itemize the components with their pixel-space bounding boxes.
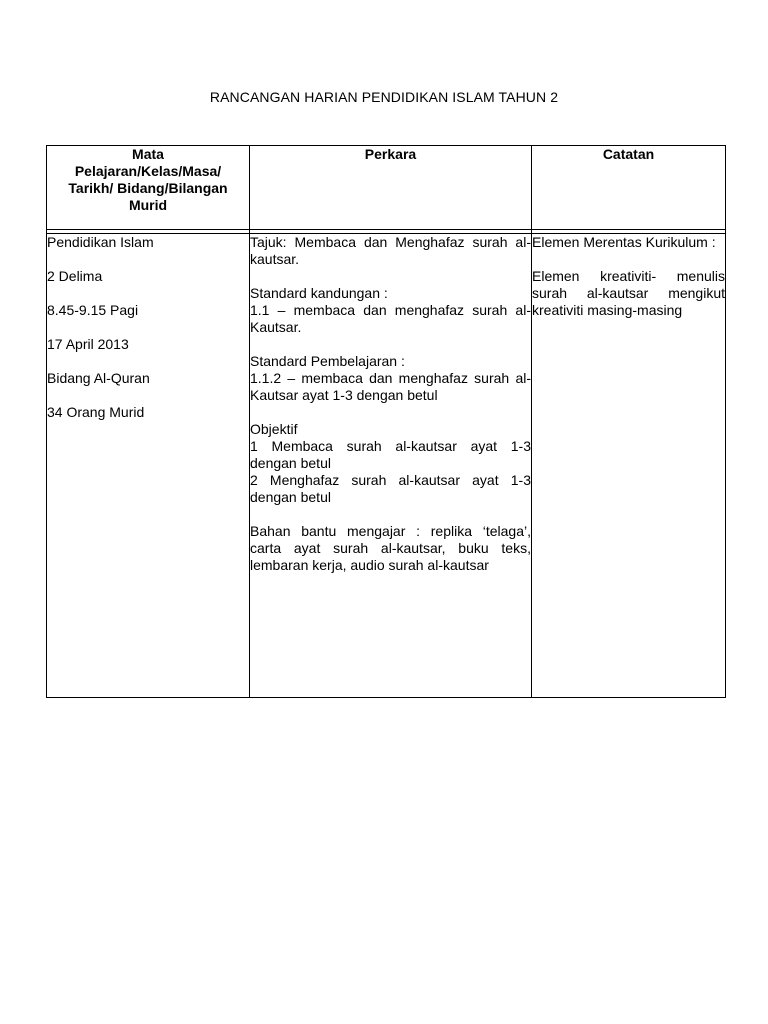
objektif-1: 1 Membaca surah al-kautsar ayat 1-3 dengan betul: [250, 438, 531, 471]
header-info-line: Mata: [132, 146, 164, 162]
header-info-line: Murid: [128, 197, 168, 213]
header-info-line: Tarikh/ Bidang/Bilangan: [68, 180, 228, 196]
field: Bidang Al-Quran: [47, 370, 150, 386]
bahan-bantu-mengajar: Bahan bantu mengajar : replika ‘telaga’, carta ayat surah al-kautsar, buku teks, lembaran kerja, audio surah al-kautsar: [250, 523, 531, 573]
document-title: RANCANGAN HARIAN PENDIDIKAN ISLAM TAHUN 2: [209, 89, 559, 105]
sp-label: Standard Pembelajaran :: [250, 353, 405, 369]
pupil-count: 34 Orang Murid: [47, 404, 145, 420]
tajuk: Tajuk: Membaca dan Menghafaz surah al-kautsar.: [250, 234, 531, 267]
perkara-cell: [250, 234, 532, 698]
objektif-2: 2 Menghafaz surah al-kautsar ayat 1-3 dengan betul: [250, 472, 531, 505]
standard-pembelajaran: [250, 353, 531, 404]
objektif-label: Objektif: [250, 421, 298, 437]
header-row: [47, 146, 726, 230]
time: 8.45-9.15 Pagi: [47, 302, 139, 318]
sk-label: Standard kandungan :: [250, 285, 388, 301]
header-info-line: Pelajaran/Kelas/Masa/: [74, 163, 222, 179]
header-perkara: Perkara: [250, 146, 532, 230]
objektif: [250, 421, 531, 506]
standard-kandungan: [250, 285, 531, 336]
header-catatan: Catatan: [532, 146, 726, 230]
info-cell: [47, 234, 250, 698]
header-info: [47, 146, 250, 230]
subject: Pendidikan Islam: [47, 234, 154, 250]
sk-text: 1.1 – membaca dan menghafaz surah al-Kautsar.: [250, 302, 531, 335]
elemen-merentas-kurikulum: Elemen Merentas Kurikulum :: [532, 234, 716, 250]
date: 17 April 2013: [47, 336, 129, 352]
catatan-cell: [532, 234, 726, 698]
content-row: [47, 234, 726, 698]
elemen-kreativiti: Elemen kreativiti- menulis surah al-kautsar mengikut kreativiti masing-masing: [532, 268, 725, 318]
sp-text: 1.1.2 – membaca dan menghafaz surah al-Kautsar ayat 1-3 dengan betul: [250, 370, 531, 403]
class-name: 2 Delima: [47, 268, 103, 284]
lesson-plan-table: [46, 145, 726, 698]
